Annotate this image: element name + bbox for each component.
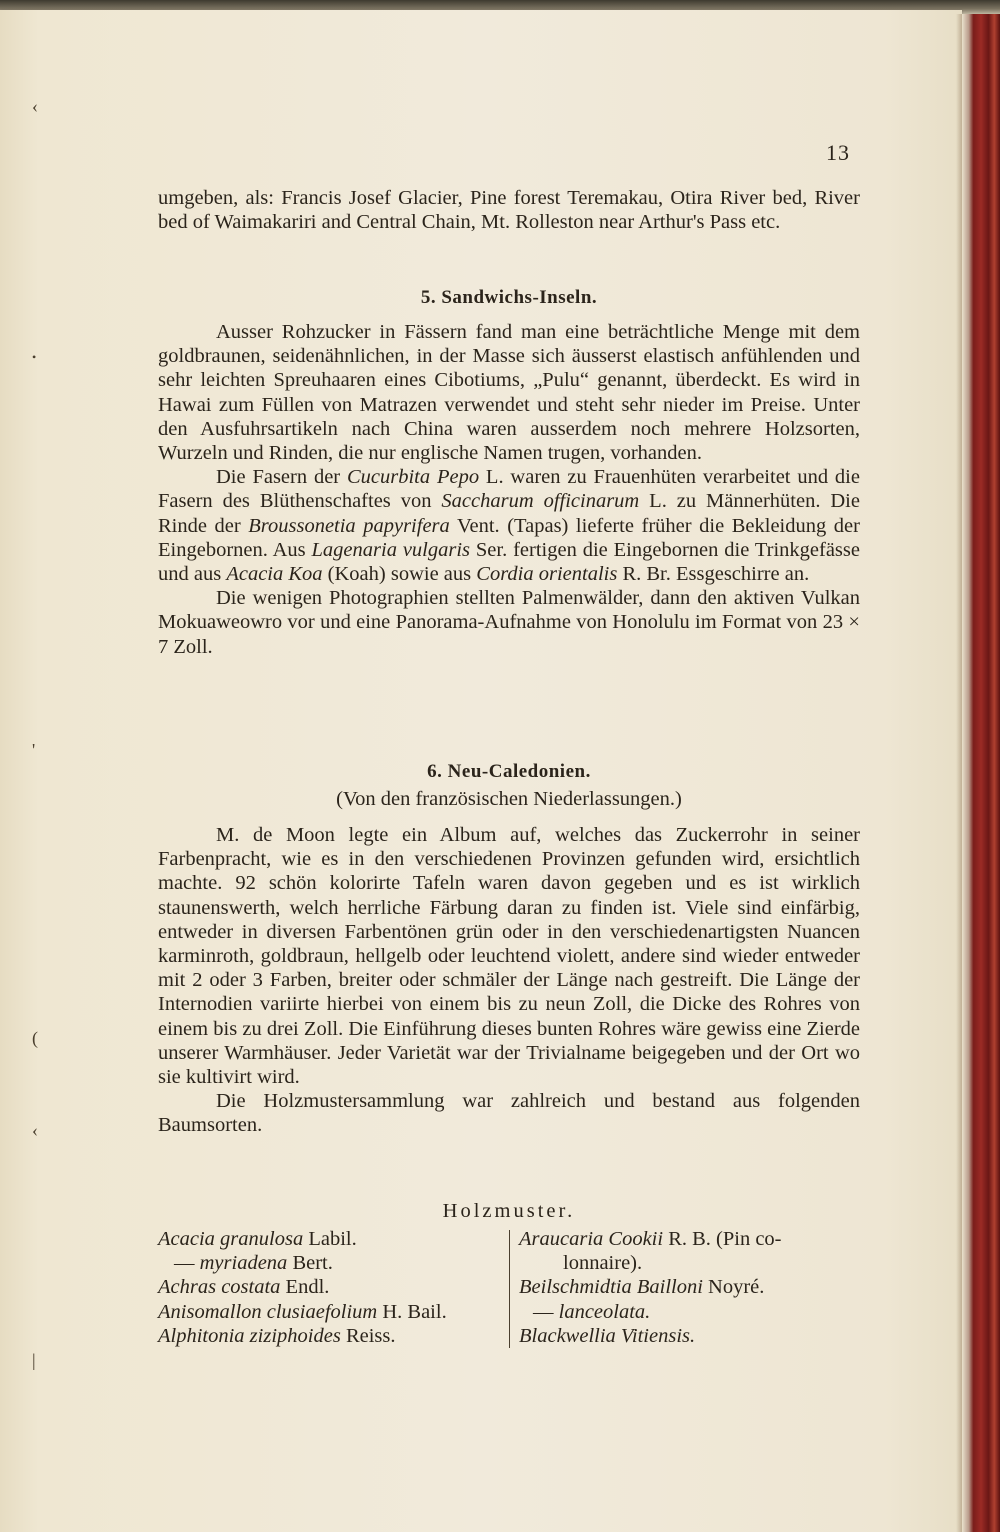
holzmuster-left-column — [158, 1227, 447, 1348]
section-5-paragraph-2: Die Fasern der Cucurbita Pepo L. waren zu Frauenhüten verarbeitet und die Fasern des Blüthenschaftes von Saccharum officinarum L. zu Männerhüten. Die Rinde der Broussonetia papyrifera Vent. (Tapas) lieferte früher die Bekleidung der Eingebornen. Aus Lagenaria vulgaris Ser. fertigen die Eingebornen die Trinkgefässe und aus Acacia Koa (Koah) sowie aus Cordia orientalis R. Br. Essgeschirre an. — [158, 466, 860, 586]
species-entry: — lanceolata. — [533, 1300, 651, 1323]
margin-mark: • — [32, 350, 37, 364]
column-divider — [509, 1230, 510, 1348]
section-5-paragraph-3: Die wenigen Photographien stellten Palmenwälder, dann den aktiven Vulkan Mokuaweowro vor und eine Panorama-Aufnahme von Honolulu im Format von 23 × 7 Zoll. — [158, 587, 860, 658]
section-6-heading: 6. Neu-Caledonien. — [427, 761, 591, 782]
margin-mark: ‹ — [32, 1120, 38, 1140]
margin-mark: ' — [32, 740, 36, 760]
species-entry: Alphitonia ziziphoides Reiss. — [158, 1324, 396, 1347]
margin-mark: ( — [32, 1028, 38, 1048]
book-spine-red-cover — [962, 14, 1000, 1532]
section-6-paragraph-1: M. de Moon legte ein Album auf, welches das Zuckerrohr in seiner Farbenpracht, wie es in den verschiedenen Provinzen gefunden wird, ersichtlich machte. 92 schön kolorirte Tafeln waren davon gegeben und es ist wirklich staunenswerth, welch herrliche Färbung daran zu finden ist. Viele sind einfärbig, entweder in diversen Farbentönen grün oder in den verschiedenartigsten Nuancen karminroth, goldbraun, hellgelb oder leuchtend violett, andere sind wieder entweder mit 2 oder 3 Farben, breiter oder schmäler der Länge nach gestreift. Die Länge der Internodien variirte hierbei von einem bis zu neun Zoll, die Dicke des Rohres von einem bis zu drei Zoll. Die Einführung dieses bunten Rohres wäre gewiss eine Zierde unserer Warmhäuser. Jeder Varietät war der Trivialname beigegeben und der Ort wo sie kultivirt wird. — [158, 824, 860, 1089]
species-entry: Araucaria Cookii R. B. (Pin co- — [519, 1228, 782, 1250]
section-5-paragraph-1: Ausser Rohzucker in Fässern fand man eine beträchtliche Menge mit dem goldbraunen, seidenähnlichen, in der Masse sich äusserst elastisch anfühlenden und sehr leichten Spreuhaaren eines Cibotiums, „Pulu“ genannt, überdeckt. Es wird in Hawai zum Füllen von Matrazen verwendet und steht sehr nieder im Preise. Unter den Ausfuhrsartikeln nach China waren ausserdem noch mehrere Holzsorten, Wurzeln und Rinden, die nur englische Namen trugen, vorhanden. — [158, 321, 860, 465]
intro-paragraph-block — [158, 186, 860, 234]
section-6-subheading: (Von den französischen Niederlassungen.) — [336, 788, 682, 810]
species-entry: Achras costata Endl. — [158, 1276, 330, 1299]
margin-mark: | — [32, 1350, 36, 1370]
holzmuster-title: Holzmuster. — [442, 1200, 576, 1222]
page-number: 13 — [826, 140, 850, 165]
section-6-body — [158, 823, 860, 1138]
species-entry: — myriadena Bert. — [174, 1252, 333, 1275]
intro-paragraph: umgeben, als: Francis Josef Glacier, Pine forest Teremakau, Otira River bed, River bed of Waimakariri and Central Chain, Mt. Rolleston near Arthur's Pass etc. — [158, 187, 860, 234]
species-entry: lonnaire). — [563, 1252, 643, 1275]
species-entry: Acacia granulosa Labil. — [158, 1228, 357, 1250]
section-6-paragraph-2: Die Holzmustersammlung war zahlreich und bestand aus folgenden Baumsorten. — [158, 1090, 860, 1137]
section-5-body — [158, 320, 860, 659]
species-entry: Anisomallon clusiaefolium H. Bail. — [158, 1300, 447, 1323]
margin-mark: ‹ — [32, 96, 38, 116]
species-entry: Beilschmidtia Bailloni Noyré. — [519, 1276, 765, 1299]
section-5-heading: 5. Sandwichs-Inseln. — [420, 287, 598, 308]
holzmuster-right-column — [519, 1227, 782, 1348]
species-entry: Blackwellia Vitiensis. — [519, 1324, 696, 1347]
